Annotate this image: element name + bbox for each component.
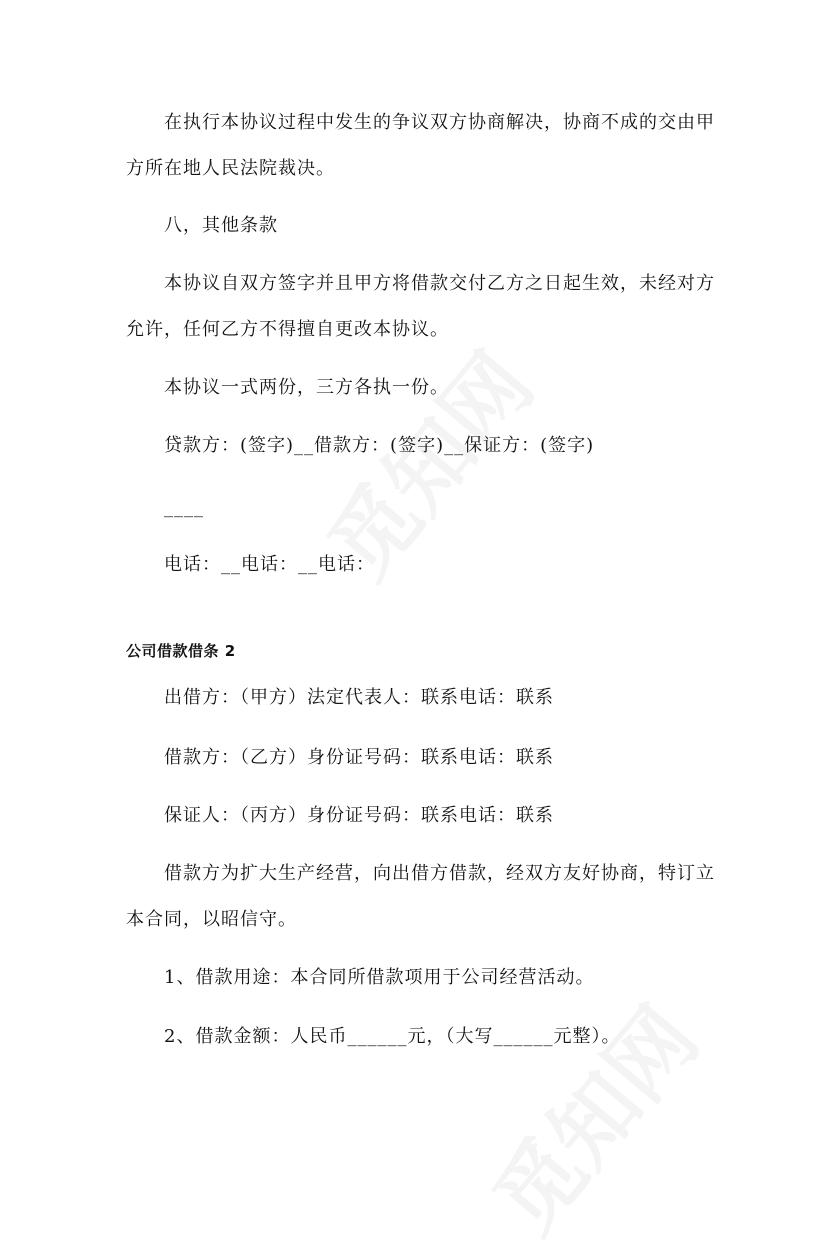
- clause-1-loan-use: 1、借款用途：本合同所借款项用于公司经营活动。: [164, 967, 595, 988]
- watermark: [460, 976, 721, 1253]
- party-borrower: 借款方：（乙方）身份证号码：联系电话：联系: [164, 747, 554, 768]
- paragraph-dispute-line1: 在执行本协议过程中发生的争议双方协商解决，协商不成的交由甲: [164, 112, 715, 133]
- clause-2-loan-amount: 2、借款金额：人民币______元，（大写______元整）。: [164, 1026, 621, 1047]
- paragraph-copies: 本协议一式两份，三方各执一份。: [164, 377, 449, 398]
- paragraph-dispute-line2: 方所在地人民法院裁决。: [126, 158, 335, 179]
- paragraph-purpose-line1: 借款方为扩大生产经营，向出借方借款，经双方友好协商，特订立: [164, 863, 715, 884]
- signature-line: 贷款方：(签字)__借款方：(签字)__保证方：(签字): [164, 435, 595, 456]
- section-title-other-terms: 八，其他条款: [164, 215, 278, 236]
- paragraph-purpose-line2: 本合同，以昭信守。: [126, 909, 297, 930]
- signature-blank: ____: [164, 497, 204, 518]
- phone-line: 电话：__电话：__电话：: [164, 554, 375, 575]
- party-guarantor: 保证人：（丙方）身份证号码：联系电话：联系: [164, 805, 554, 826]
- paragraph-effective-line2: 允许，任何乙方不得擅自更改本协议。: [126, 319, 449, 340]
- paragraph-effective-line1: 本协议自双方签字并且甲方将借款交付乙方之日起生效，未经对方: [164, 273, 715, 294]
- section-heading-loan-note-2: 公司借款借条 2: [126, 642, 236, 660]
- party-lender: 出借方：（甲方）法定代表人：联系电话：联系: [164, 687, 554, 708]
